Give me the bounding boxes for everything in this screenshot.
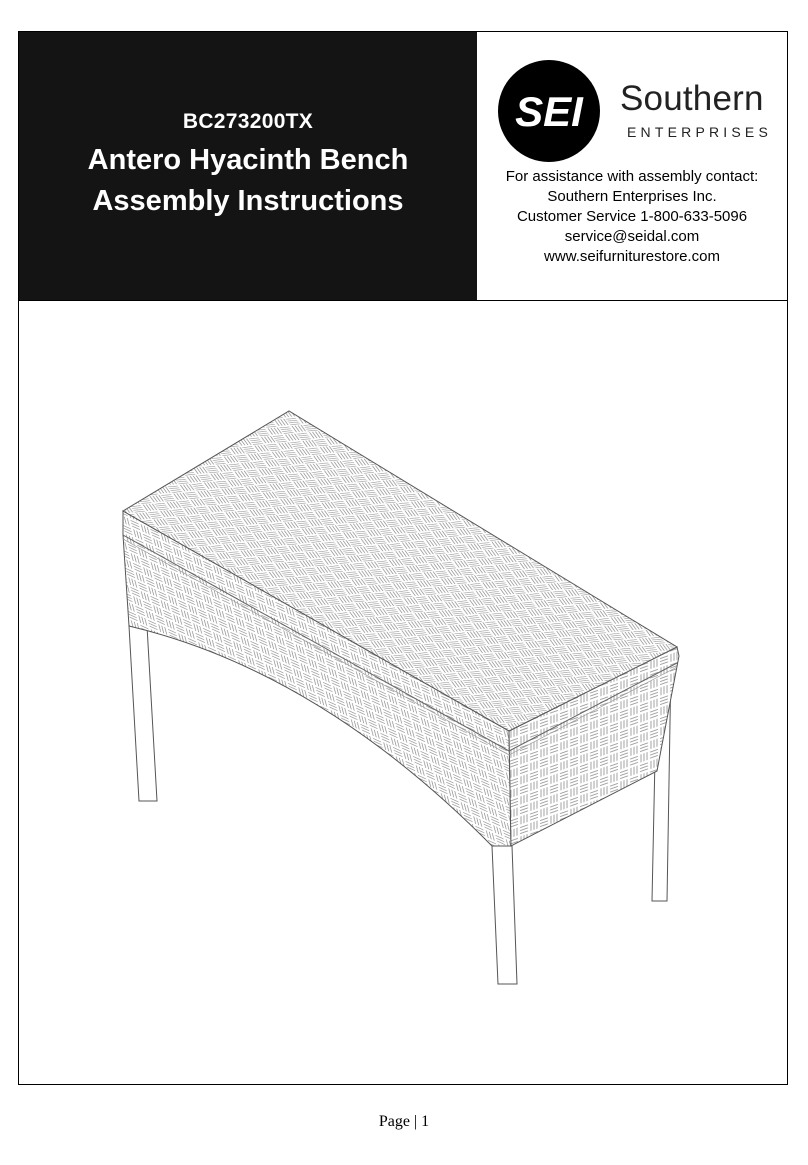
contact-company: Southern Enterprises Inc.: [547, 188, 717, 205]
sei-logo: [498, 60, 600, 162]
sei-logo-icon: [498, 60, 600, 162]
logo-lettering: SEI: [515, 88, 583, 135]
model-number: BC273200TX: [182, 110, 314, 133]
contact-email[interactable]: service@seidal.com: [564, 228, 700, 245]
contact-block: [477, 32, 787, 300]
contact-intro: For assistance with assembly contact:: [505, 168, 759, 185]
document-title: Assembly Instructions: [92, 185, 404, 217]
product-title: Antero Hyacinth Bench: [87, 144, 409, 176]
header: [18, 31, 788, 301]
front-right-leg: [492, 846, 517, 984]
contact-info: [477, 167, 787, 267]
page-number: Page | 1: [378, 1113, 430, 1130]
contact-website[interactable]: www.seifurniturestore.com: [544, 248, 720, 265]
brand-name: Southern: [620, 79, 764, 118]
brand-subtitle: ENTERPRISES: [627, 124, 772, 140]
front-left-leg: [129, 626, 157, 801]
bench-illustration: [19, 301, 787, 1084]
contact-phone: Customer Service 1-800-633-5096: [516, 208, 748, 225]
title-block: [19, 32, 477, 300]
product-illustration-frame: [18, 300, 788, 1085]
